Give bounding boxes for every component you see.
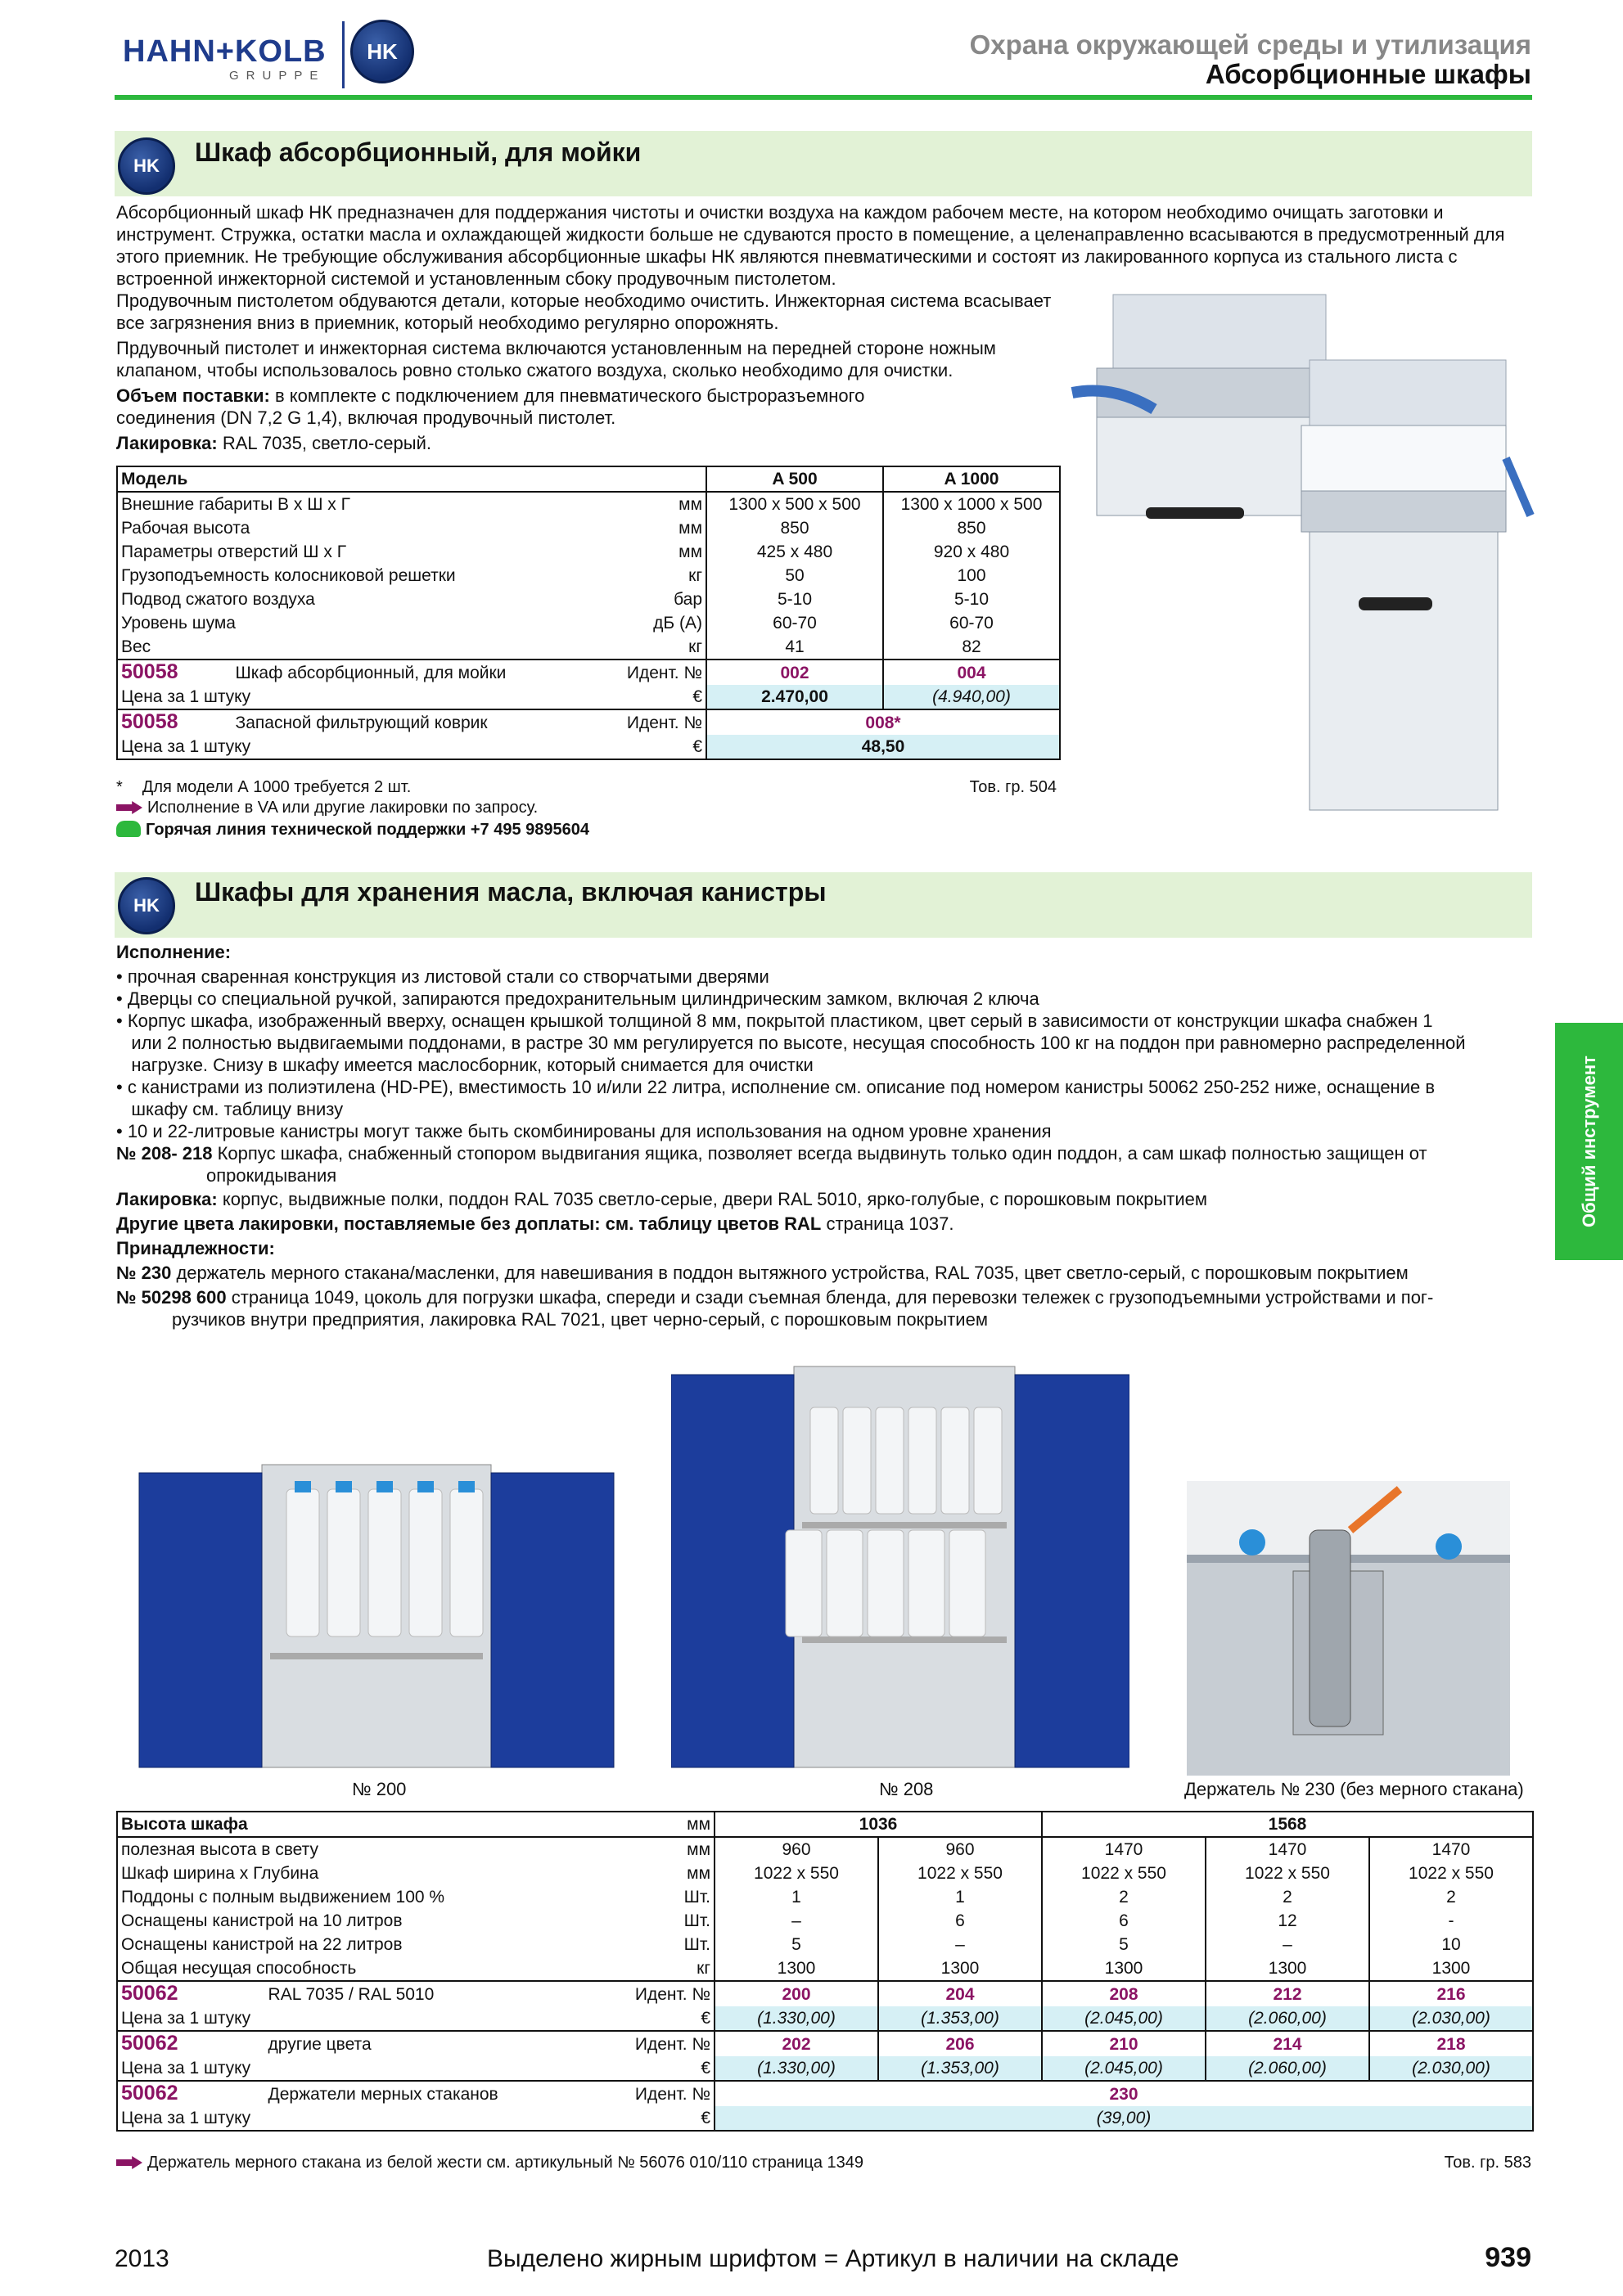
table-row: Общая несущая способность кг 1300 1300 1300 1300 1300	[117, 1956, 1533, 1981]
article-name: Запасной фильтрующий коврик	[235, 714, 488, 732]
cabinet-200-image	[131, 1456, 622, 1776]
hk-logo-icon: HK	[350, 20, 414, 83]
brand-logo-text: HAHN+KOLB	[123, 34, 327, 69]
ident-number[interactable]: 008*	[706, 709, 1060, 735]
ident-number[interactable]: 212	[1206, 1981, 1369, 2006]
list-item: • прочная сваренная конструкция из листовой стали со створчатыми дверями	[116, 966, 769, 987]
image-caption: № 200	[352, 1779, 407, 1799]
table-row: Шкаф ширина х Глубина мм 1022 x 550 1022 x 550 1022 x 550 1022 x 550 1022 x 550	[117, 1862, 1533, 1885]
section-title: Шкафы для хранения масла, включая канистры	[195, 877, 827, 907]
article-name: Шкаф абсорбционный, для мойки	[235, 664, 507, 682]
cabinet-208-image	[671, 1358, 1129, 1776]
list-item: шкафу см. таблицу внизу	[116, 1099, 344, 1119]
header-rule	[115, 95, 1532, 100]
article-row	[117, 660, 1060, 685]
col-header-height: Высота шкафа	[121, 1815, 248, 1834]
article-number: 50058	[121, 660, 178, 683]
article-row: 50062 RAL 7035 / RAL 5010 Идент. № 200 204 208 212 216	[117, 1981, 1533, 2006]
col-header-a1000: A 1000	[883, 466, 1060, 492]
ident-number[interactable]: 230	[715, 2081, 1533, 2106]
list-item: • с канистрами из полиэтилена (HD-PE), вместимость 10 и/или 22 литра, исполнение см. описание под номером канистры 50062 250-252 ниже, оснащение в	[116, 1077, 1436, 1097]
section-paragraph: Прдувочный пистолет и инжекторная система включаются установленным на передней стороне ножным клапаном, чтобы использовалось ровно столько сжатого воздуха, сколько необходимо для очистки.	[116, 338, 996, 380]
ident-number[interactable]: 218	[1369, 2031, 1533, 2056]
accessories-label: Принадлежности:	[116, 1238, 275, 1258]
table-row: полезная высота в свету мм 960 960 1470 1470 1470	[117, 1837, 1533, 1862]
table-row: Уровень шума дБ (A) 60-70 60-70	[117, 611, 1060, 635]
footnote-variant: Исполнение в VA или другие лакировки по запросу.	[116, 798, 538, 818]
list-item: • Корпус шкафа, изображенный вверху, оснащен крышкой толщиной 8 мм, покрытой пластиком, цвет серый в зависимости от конструкции шкафа снабжен 1	[116, 1011, 1433, 1031]
article-name: RAL 7035 / RAL 5010	[268, 1985, 435, 2004]
article-number: 50062	[121, 1982, 178, 2005]
paint-text: Лакировка: корпус, выдвижные полки, поддон RAL 7035 светло-серые, двери RAL 5010, ярко-голубые, с порошковым покрытием	[116, 1189, 1207, 1209]
price-row: Цена за 1 штуку € (1.330,00) (1.353,00) (2.045,00) (2.060,00) (2.030,00)	[117, 2056, 1533, 2081]
table-row: Вес кг 41 82	[117, 635, 1060, 660]
table-row: Параметры отверстий Ш х Г мм 425 x 480 920 x 480	[117, 540, 1060, 564]
price-row: Цена за 1 штуку € 2.470,00 (4.940,00)	[117, 685, 1060, 709]
article-row	[117, 709, 1060, 735]
col-header-1568: 1568	[1042, 1812, 1533, 1837]
product-group: Тов. гр. 583	[1444, 2154, 1531, 2172]
price-value: (4.940,00)	[883, 685, 1060, 709]
phone-icon	[116, 821, 141, 837]
side-tab[interactable]: Общий инструмент	[1555, 1023, 1623, 1260]
article-row: 50062 другие цвета Идент. № 202 206 210 214 218	[117, 2031, 1533, 2056]
footnote: * Для модели А 1000 требуется 2 шт.	[116, 778, 412, 796]
ident-number[interactable]: 200	[715, 1981, 878, 2006]
absorption-cabinet-image	[1064, 270, 1539, 843]
ident-number[interactable]: 210	[1042, 2031, 1206, 2056]
spec-table-oil-cabinets: Высота шкафа мм 1036 1568 полезная высота в свету мм 960 960 1470 1470 1470 Шкаф ширина х Глубина мм 1022 x 550 1022 x 550 1022 x 550 1022 x 550 1022 x 550 Поддоны с полным выдвижением 100 % Шт. 1 1 2 2 2 Оснащены канистрой на 10 литров Шт. – 6 6 12 - Оснащены канистрой на 22 литров Шт. 5 – 5 – 10 Общая несущая способность кг 1300 1300 1300 1300 1300 50062 RAL 7035 / RAL 5010 Идент. № 200 204 208 212 216 Цена за 1 штуку € (1.330,00) (1.353,00) (2.045,00) (2.060,00) (2.030,00) 50062 другие цвета Идент. № 202 206 210 214 218 Цена за 1 штуку € (1.330,00) (1.353,00) (2.045,00) (2.060,00) (2.030,00) 50062 Держатели мерных стаканов Идент. № 230 Цена за 1 штуку € (39,00)	[116, 1811, 1534, 2132]
ident-number[interactable]: 216	[1369, 1981, 1533, 2006]
ident-number[interactable]: 002	[706, 660, 883, 685]
ident-number[interactable]: 202	[715, 2031, 878, 2056]
holder-230-image	[1187, 1481, 1510, 1776]
header-category: Охрана окружающей среды и утилизация	[969, 29, 1531, 60]
list-item: или 2 полностью выдвигаемыми поддонами, в растре 30 мм регулируется по высоте, несущая способность 100 кг на поддон при равномерно распределенной	[116, 1033, 1466, 1053]
footnote-holder: Держатель мерного стакана из белой жести см. артикульный № 56076 010/110 страница 1349	[116, 2153, 863, 2173]
article-number: 50062	[121, 2032, 178, 2055]
list-item: нагрузке. Снизу в шкафу имеется маслосборник, который снимается для очистки	[116, 1055, 814, 1075]
ident-number[interactable]: 206	[878, 2031, 1042, 2056]
table-row: Поддоны с полным выдвижением 100 % Шт. 1 1 2 2 2	[117, 1885, 1533, 1909]
table-row: Рабочая высота мм 850 850	[117, 516, 1060, 540]
accessory-50298: № 50298 600 страница 1049, цоколь для погрузки шкафа, спереди и сзади съемная бленда, для перевозки тележек с грузоподъемными устройствами и пог-	[116, 1287, 1434, 1308]
exec-label: Исполнение:	[116, 942, 232, 962]
article-number: 50062	[121, 2082, 178, 2105]
list-item: • Дверцы со специальной ручкой, запираются предохранительным цилиндрическим замком, включая 2 ключа	[116, 988, 1039, 1009]
delivery-text: Объем поставки: в комплекте с подключением для пневматического быстроразъемного соединения (DN 7,2 G 1,4), включая продувочный пистолет.	[116, 385, 865, 428]
table-row: Подвод сжатого воздуха бар 5-10 5-10	[117, 588, 1060, 611]
image-caption: № 208	[879, 1779, 934, 1799]
arrow-icon	[116, 801, 142, 814]
accessory-230: № 230 держатель мерного стакана/масленки, для навешивания в поддон вытяжного устройства, RAL 7035, цвет светло-серый, с порошковым покрытием	[116, 1263, 1409, 1283]
colors-text: Другие цвета лакировки, поставляемые без доплаты: см. таблицу цветов RAL страница 1037.	[116, 1213, 954, 1234]
brand-logo-subtitle: GRUPPE	[229, 69, 326, 83]
ident-number[interactable]: 214	[1206, 2031, 1369, 2056]
footer-year: 2013	[115, 2245, 169, 2272]
article-name: Держатели мерных стаканов	[268, 2085, 498, 2104]
price-row: Цена за 1 штуку € (1.330,00) (1.353,00) (2.045,00) (2.060,00) (2.030,00)	[117, 2006, 1533, 2031]
col-header-1036: 1036	[715, 1812, 1042, 1837]
ident-number[interactable]: 208	[1042, 1981, 1206, 2006]
section-title: Шкаф абсорбционный, для мойки	[195, 137, 642, 167]
paint-text: Лакировка: RAL 7035, светло-серый.	[116, 433, 431, 453]
product-group: Тов. гр. 504	[969, 778, 1057, 796]
note-208-cont: опрокидывания	[206, 1165, 337, 1186]
hk-section-icon: HK	[118, 877, 175, 934]
note-208: № 208- 218 Корпус шкафа, снабженный стопором выдвигания ящика, позволяет всегда выдвинуть только один поддон, а сам шкаф полностью защищен от	[116, 1143, 1427, 1164]
header-subcategory: Абсорбционные шкафы	[1205, 59, 1531, 89]
article-number: 50058	[121, 710, 178, 733]
accessory-50298-cont: рузчиков внутри предприятия, лакировка RAL 7021, цвет черно-серый, с порошковым покрытием	[172, 1309, 988, 1330]
col-header-model: Модель	[121, 470, 188, 488]
table-row: Грузоподъемность колосниковой решетки кг 50 100	[117, 564, 1060, 588]
price-row: Цена за 1 штуку € (39,00)	[117, 2106, 1533, 2131]
ident-label: Идент. №	[616, 660, 706, 685]
ident-number[interactable]: 004	[883, 660, 1060, 685]
table-row: Оснащены канистрой на 10 литров Шт. – 6 6 12 -	[117, 1909, 1533, 1933]
price-value: 2.470,00	[706, 685, 883, 709]
arrow-icon	[116, 2156, 142, 2169]
price-value: 48,50	[706, 735, 1060, 759]
article-name: другие цвета	[268, 2035, 372, 2054]
spec-table-absorption	[116, 466, 1061, 760]
table-row: Внешние габариты В х Ш х Г мм 1300 x 500 x 500 1300 x 1000 x 500	[117, 492, 1060, 516]
price-row: Цена за 1 штуку € 48,50	[117, 735, 1060, 759]
list-item: • 10 и 22-литровые канистры могут также быть скомбинированы для использования на одном уровне хранения	[116, 1121, 1052, 1141]
article-row: 50062 Держатели мерных стаканов Идент. № 230	[117, 2081, 1533, 2106]
col-header-a500: A 500	[706, 466, 883, 492]
hotline[interactable]: Горячая линия технической поддержки +7 495 9895604	[116, 818, 589, 840]
logo-divider	[342, 21, 345, 88]
footer-legend: Выделено жирным шрифтом = Артикул в наличии на складе	[487, 2245, 1179, 2272]
feature-list	[116, 966, 1540, 1142]
image-caption: Держатель № 230 (без мерного стакана)	[1184, 1779, 1524, 1799]
section-intro: Абсорбционный шкаф НК предназначен для поддержания чистоты и очистки воздуха на каждом рабочем месте, на котором необходимо очищать заготовки и инструмент. Стружка, остатки масла и охлаждающей жидкости больше не сдуваются просто в помещение, а целенаправленно всасываются в предусмотренный для этого приемник. Не требующие обслуживания абсорбционные шкафы НК являются пневматическими и состоят из лакированного корпуса из стального листа с встроенной инжекторной системой и установленным сбоку продувочным пистолетом.	[116, 202, 1505, 289]
section-paragraph: Продувочным пистолетом обдуваются детали, которые необходимо очистить. Инжекторная система всасывает все загрязнения вниз в приемник, который необходимо регулярно опорожнять.	[116, 290, 1052, 333]
ident-label: Идент. №	[616, 709, 706, 735]
ident-number[interactable]: 204	[878, 1981, 1042, 2006]
table-row: Оснащены канистрой на 22 литров Шт. 5 – 5 – 10	[117, 1933, 1533, 1956]
hk-section-icon: HK	[118, 137, 175, 195]
page-number: 939	[1485, 2242, 1531, 2273]
